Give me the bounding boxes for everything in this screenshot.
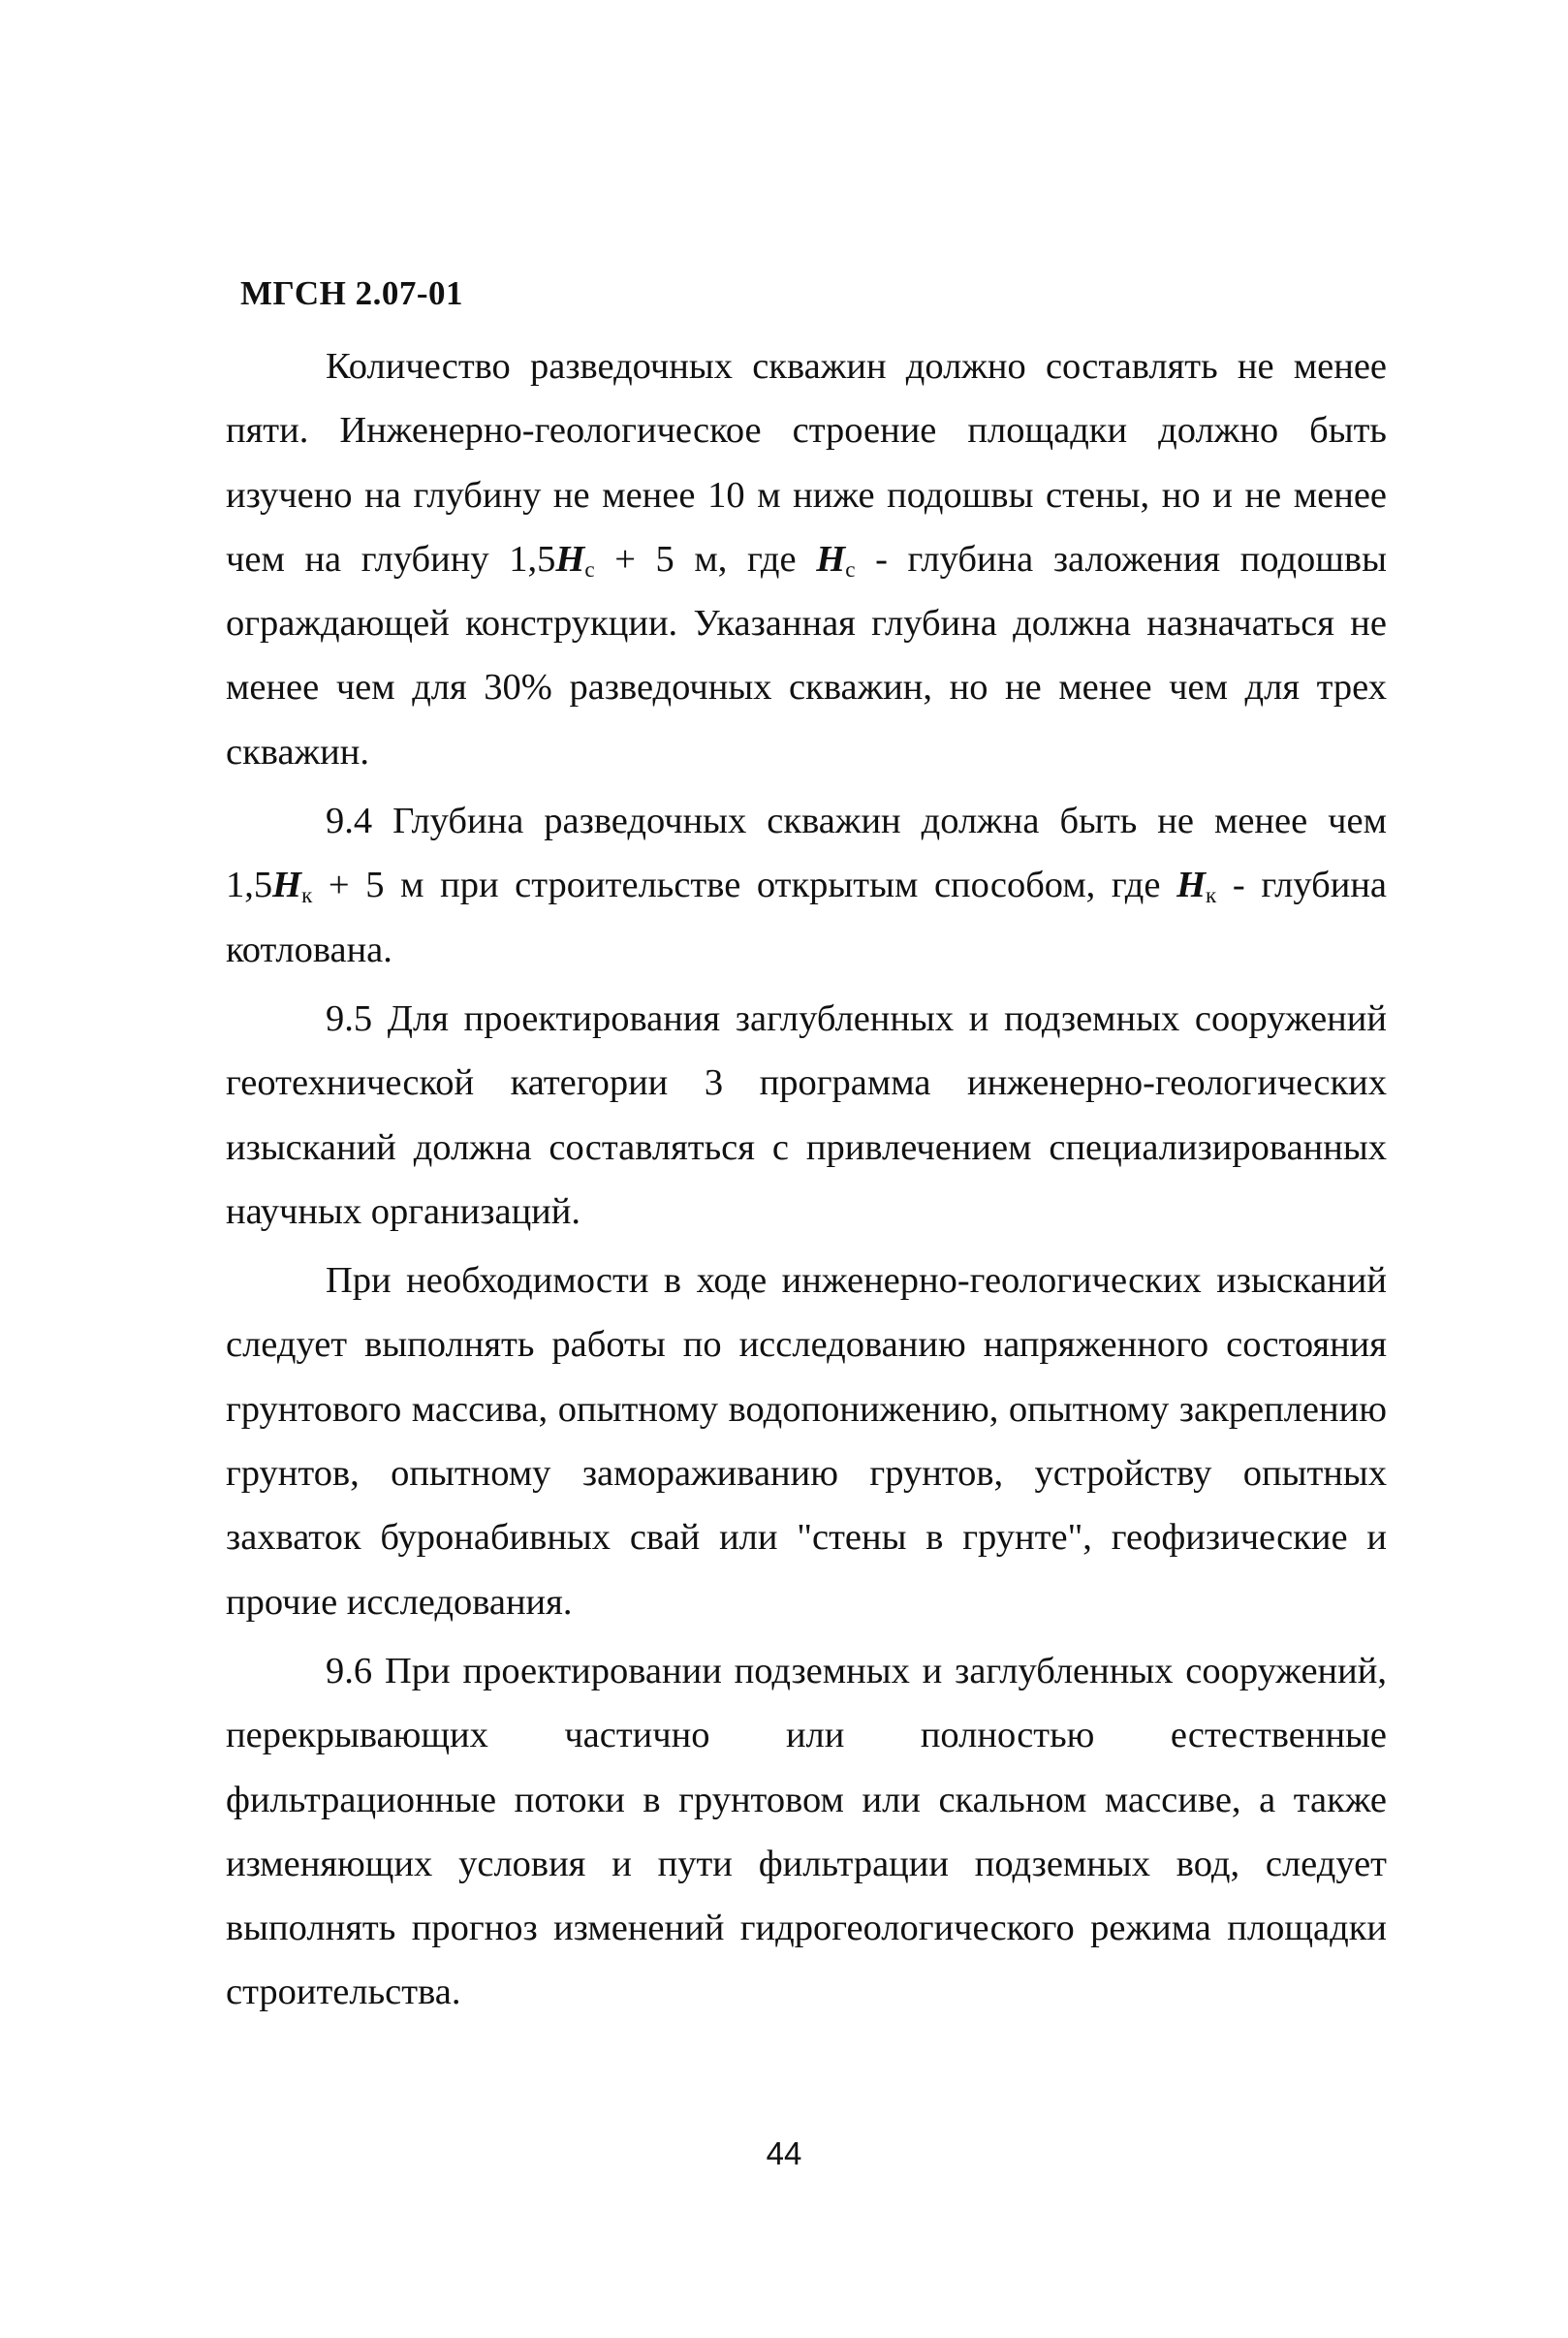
- text-run: - глубина котлована.: [226, 865, 1388, 970]
- symbol-subscript: к: [1206, 882, 1217, 908]
- symbol-subscript: к: [301, 882, 313, 908]
- text-run: + 5 м, где: [594, 538, 817, 580]
- symbol-h: H: [816, 538, 846, 580]
- paragraph-surveys: При необходимости в ходе инженерно-геологических изысканий следует выполнять работы по исследованию напряженного состояния грунтового массива, опытному водопонижению, опытному закреплению грунтов, опытному замораживанию грунтов, устройству опытных захваток буронабивных свай или "стены в грунте", геофизические и прочие исследования.: [226, 1260, 1387, 1623]
- paragraph-borehole-count: [226, 334, 1387, 784]
- symbol-h: H: [1176, 865, 1207, 906]
- text-run: - глубина заложения подошвы ограждающей конструкции. Указанная глубина должна назначаться не менее чем для 30% разведочных скважин, но не менее чем для трех скважин.: [226, 538, 1387, 773]
- text-run: Количество разведочных скважин должно составлять не менее пяти. Инженерно-геологическое строение площадки должно быть изучено на глубину не менее 10 м ниже подошвы стены, но и не менее чем на глубину 1,5: [226, 346, 1387, 580]
- text-run: 9.4 Глубина разведочных скважин должна быть не менее чем 1,5: [226, 801, 1387, 906]
- symbol-h: H: [272, 865, 302, 906]
- paragraph-9-6: 9.6 При проектировании подземных и заглубленных сооружений, перекрывающих частично или полностью естественные фильтрационные потоки в грунтовом или скальном массиве, а также изменяющих условия и пути фильтрации подземных вод, следует выполнять прогноз изменений гидрогеологического режима площадки строительства.: [226, 1650, 1387, 2013]
- paragraph-9-5: 9.5 Для проектирования заглубленных и подземных сооружений геотехнической категории 3 программа инженерно-геологических изысканий должна составляться с привлечением специализированных научных организаций.: [226, 997, 1387, 1232]
- symbol-h: H: [555, 538, 585, 580]
- text-run: + 5 м при строительстве открытым способом, где: [312, 865, 1177, 906]
- symbol-subscript: c: [584, 555, 595, 582]
- symbol-subscript: c: [845, 555, 856, 582]
- page-number: 44: [766, 2135, 802, 2171]
- document-code-header: МГСН 2.07-01: [240, 274, 463, 312]
- paragraph-9-4: [226, 789, 1387, 982]
- body-text: [226, 334, 1387, 2025]
